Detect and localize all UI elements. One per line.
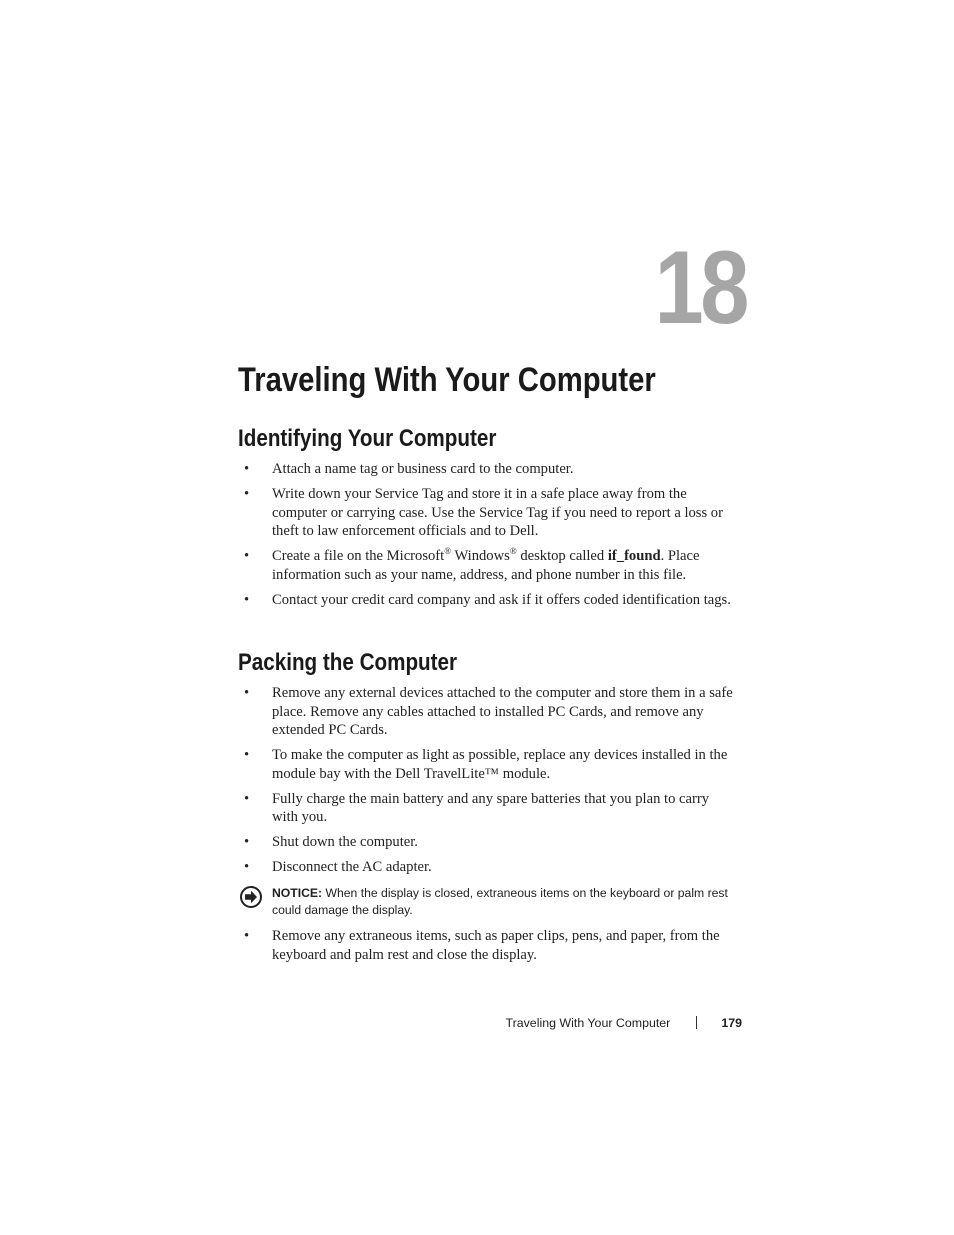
list-item-text: Create a file on the Microsoft bbox=[272, 548, 445, 565]
registered-mark: ® bbox=[444, 546, 452, 557]
list-item: • Write down your Service Tag and store it in a safe place away from the computer or carrying case. Use the Service Tag if you need to report a loss or theft to law enforcement officials and to Dell. bbox=[238, 485, 738, 541]
packing-list bbox=[238, 684, 738, 883]
list-item: • Fully charge the main battery and any spare batteries that you plan to carry with you. bbox=[238, 790, 738, 827]
chapter-title: Traveling With Your Computer bbox=[238, 361, 656, 399]
list-item: • Shut down the computer. bbox=[238, 833, 738, 852]
packing-list-continued bbox=[238, 927, 738, 971]
list-item-text: . Place information such as your name, address, and phone number in this file. bbox=[272, 548, 700, 583]
registered-mark: ® bbox=[509, 546, 517, 557]
notice-box bbox=[240, 885, 740, 919]
section-heading-identifying: Identifying Your Computer bbox=[238, 425, 497, 452]
filename-if-found: if_found bbox=[607, 548, 661, 565]
page-footer bbox=[420, 1014, 742, 1032]
notice-text bbox=[272, 885, 740, 919]
footer-title: Traveling With Your Computer bbox=[505, 1016, 671, 1030]
list-item-text: Windows bbox=[451, 548, 510, 565]
notice-label: NOTICE: bbox=[272, 886, 323, 900]
footer-separator bbox=[696, 1016, 697, 1029]
list-item: • Remove any extraneous items, such as paper clips, pens, and paper, from the keyboard and palm rest and close the display. bbox=[238, 927, 738, 964]
notice-arrow-icon bbox=[240, 886, 262, 908]
list-item: • Remove any external devices attached to the computer and store them in a safe place. Remove any cables attached to installed PC Cards, and remove any extended PC Cards. bbox=[238, 684, 738, 740]
section-heading-packing: Packing the Computer bbox=[238, 649, 458, 676]
list-item-text: desktop called bbox=[516, 548, 608, 565]
list-item: • Contact your credit card company and ask if it offers coded identification tags. bbox=[238, 591, 738, 610]
notice-message: When the display is closed, extraneous items on the keyboard or palm rest could damage the display. bbox=[272, 886, 728, 917]
identifying-list bbox=[238, 460, 738, 616]
list-item: • Attach a name tag or business card to the computer. bbox=[238, 460, 738, 479]
page-number: 179 bbox=[721, 1016, 742, 1030]
chapter-number: 18 bbox=[654, 230, 746, 346]
list-item: • Disconnect the AC adapter. bbox=[238, 858, 738, 877]
list-item: • To make the computer as light as possible, replace any devices installed in the module bay with the Dell TravelLite™ module. bbox=[238, 746, 738, 783]
list-item bbox=[238, 547, 738, 584]
